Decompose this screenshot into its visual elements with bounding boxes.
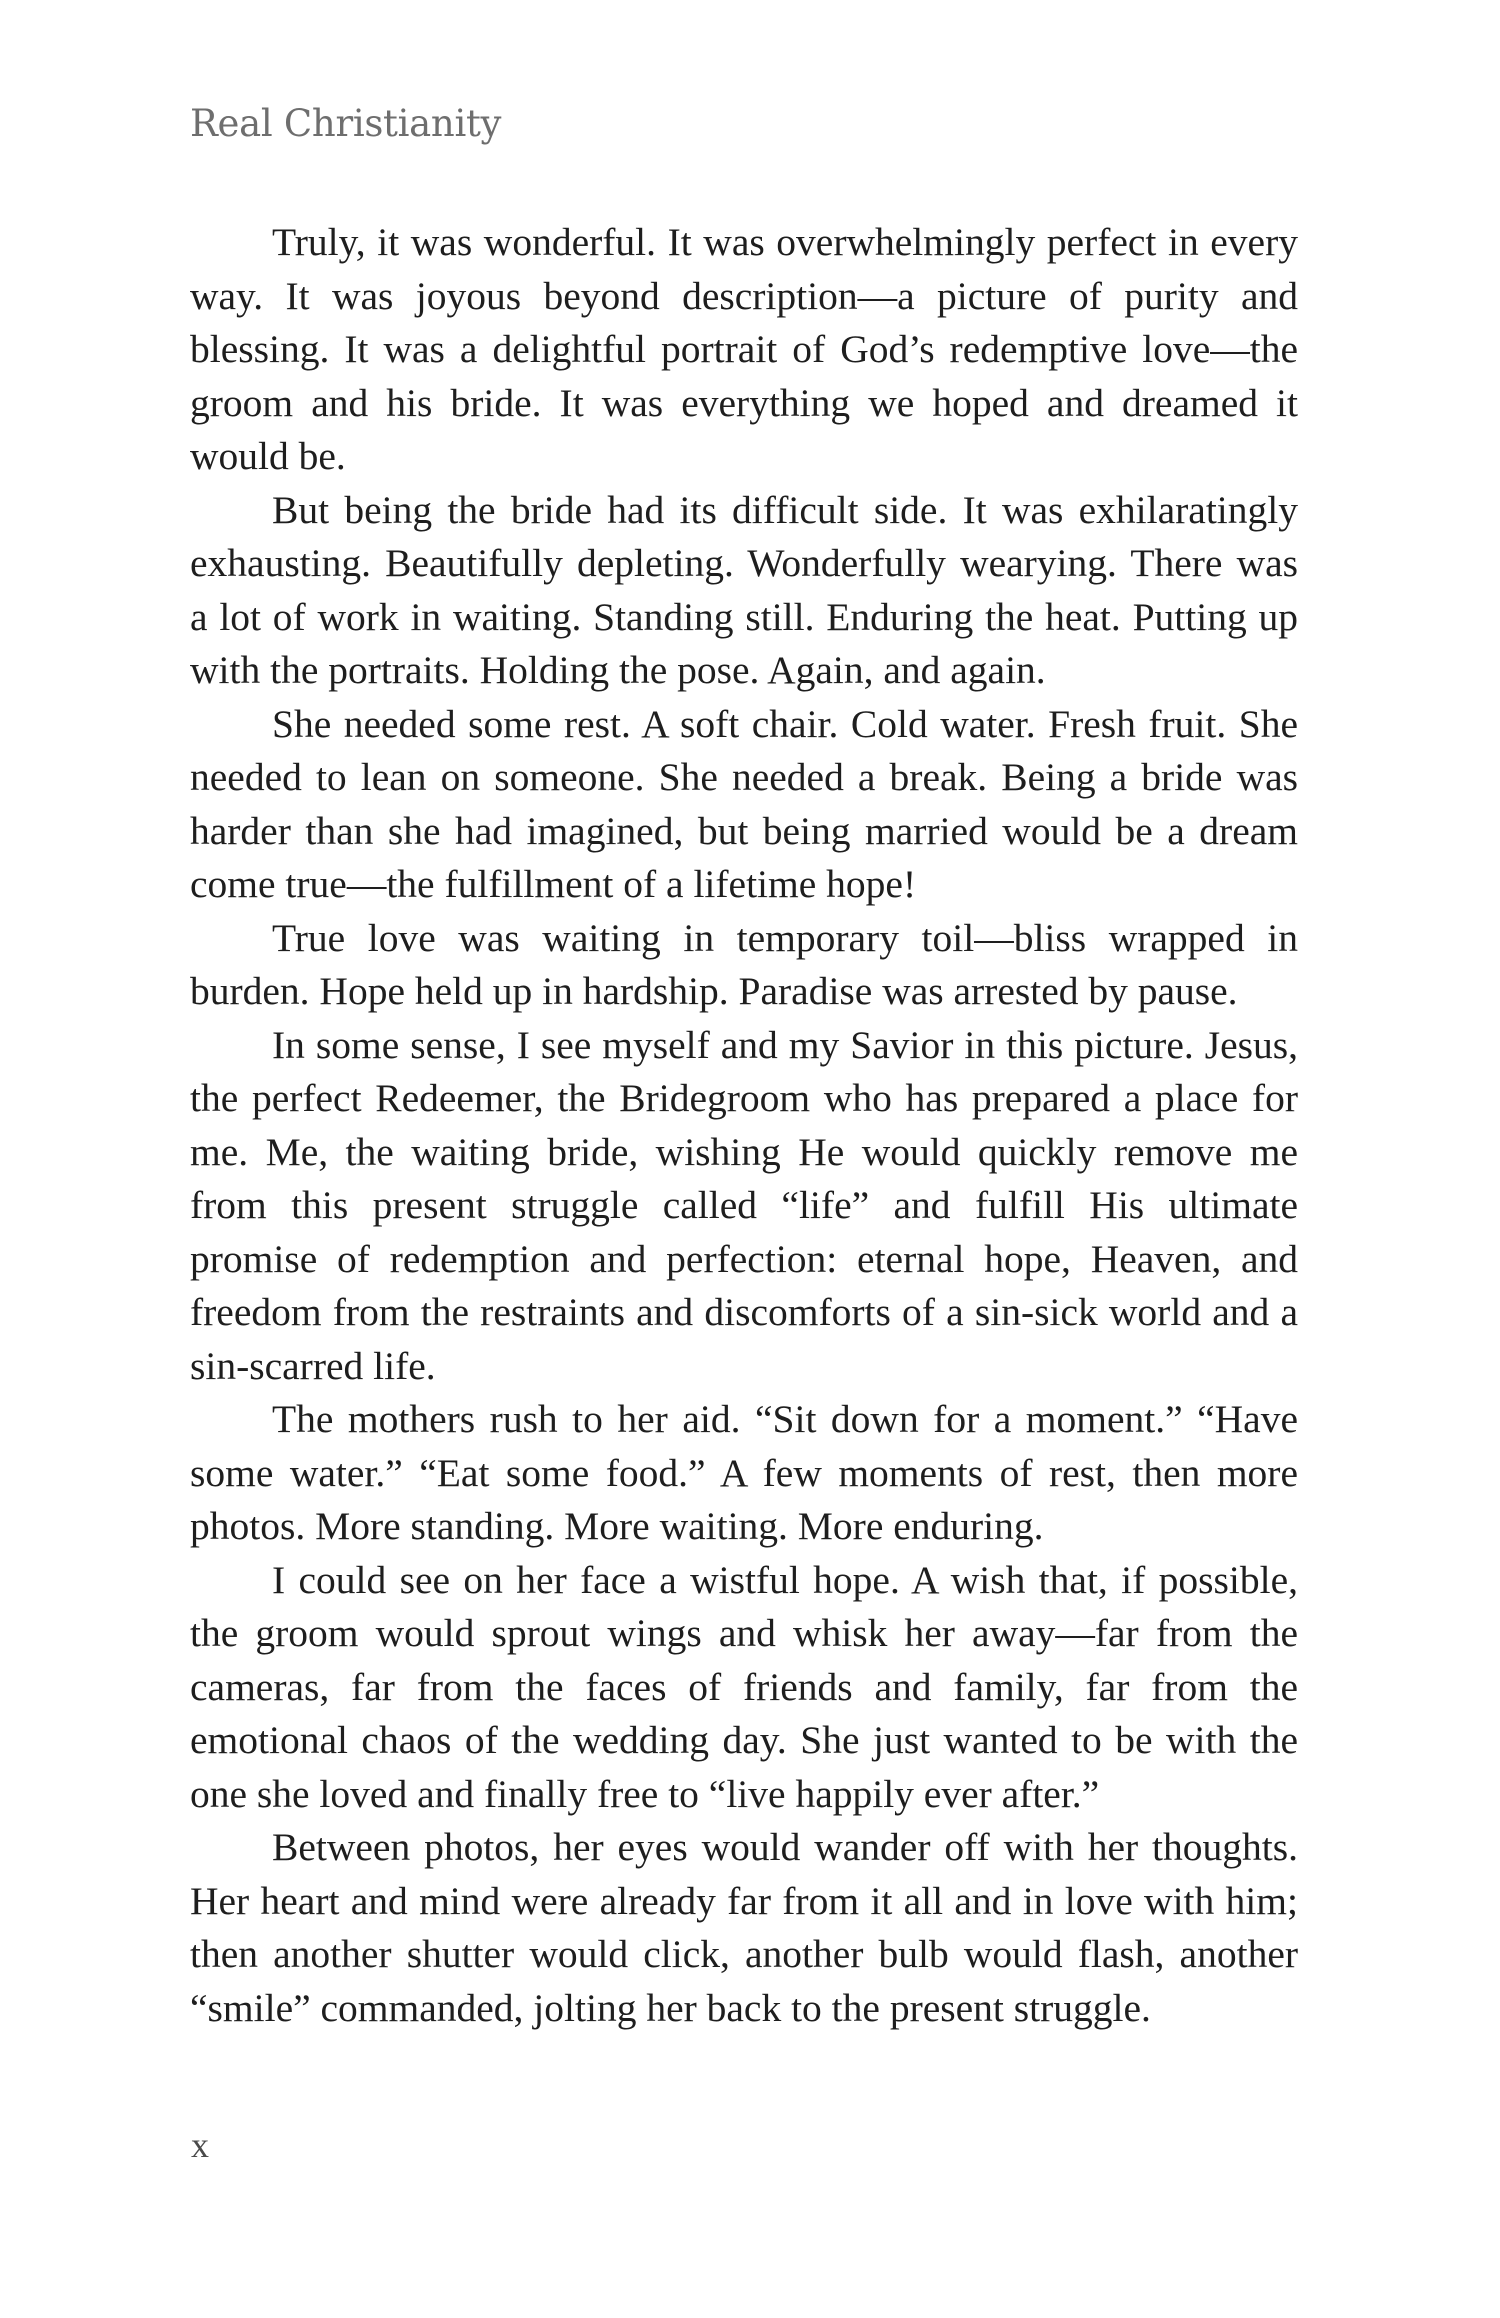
running-head-title: Real Christianity bbox=[190, 102, 502, 145]
paragraph: Between photos, her eyes would wander off with her thoughts. Her heart and mind were already far from it all and in love with him; then another shutter would click, another bulb would flash, another “smile” commanded, jolting her back to the present struggle. bbox=[190, 1825, 1298, 2030]
paragraph: I could see on her face a wistful hope. A wish that, if possible, the groom would sprout wings and whisk her away—far from the cameras, far from the faces of friends and family, far from the emotional chaos of the wedding day. She just wanted to be with the one she loved and finally free to “live happily ever after.” bbox=[190, 1557, 1298, 1816]
paragraph: But being the bride had its difficult side. It was exhilaratingly exhausting. Beautifully depleting. Wonderfully wearying. There was a lot of work in waiting. Standing still. Enduring the heat. Putting up with the portraits. Holding the pose. Again, and again. bbox=[190, 487, 1298, 692]
paragraph: She needed some rest. A soft chair. Cold water. Fresh fruit. She needed to lean on someone. She needed a break. Being a bride was harder than she had imagined, but being married would be a dream come true—the fulfillment of a lifetime hope! bbox=[190, 701, 1298, 906]
body-text bbox=[190, 216, 1298, 2035]
paragraph: The mothers rush to her aid. “Sit down for a moment.” “Have some water.” “Eat some food.” A few moments of rest, then more photos. More standing. More waiting. More enduring. bbox=[190, 1397, 1298, 1548]
page-number: x bbox=[191, 2125, 209, 2165]
paragraph: In some sense, I see myself and my Savior in this picture. Jesus, the perfect Redeemer, the Bridegroom who has prepared a place for me. Me, the waiting bride, wishing He would quickly remove me from this present struggle called “life” and fulfill His ultimate promise of redemption and perfection: eternal hope, Heaven, and freedom from the restraints and discomforts of a sin-sick world and a sin-scarred life. bbox=[190, 1022, 1298, 1388]
paragraph: Truly, it was wonderful. It was overwhelmingly perfect in every way. It was joyous beyond description—a picture of purity and blessing. It was a delightful portrait of God’s redemptive love—the groom and his bride. It was everything we hoped and dreamed it would be. bbox=[190, 220, 1298, 478]
paragraph: True love was waiting in temporary toil—bliss wrapped in burden. Hope held up in hardship. Paradise was arrested by pause. bbox=[190, 915, 1298, 1013]
